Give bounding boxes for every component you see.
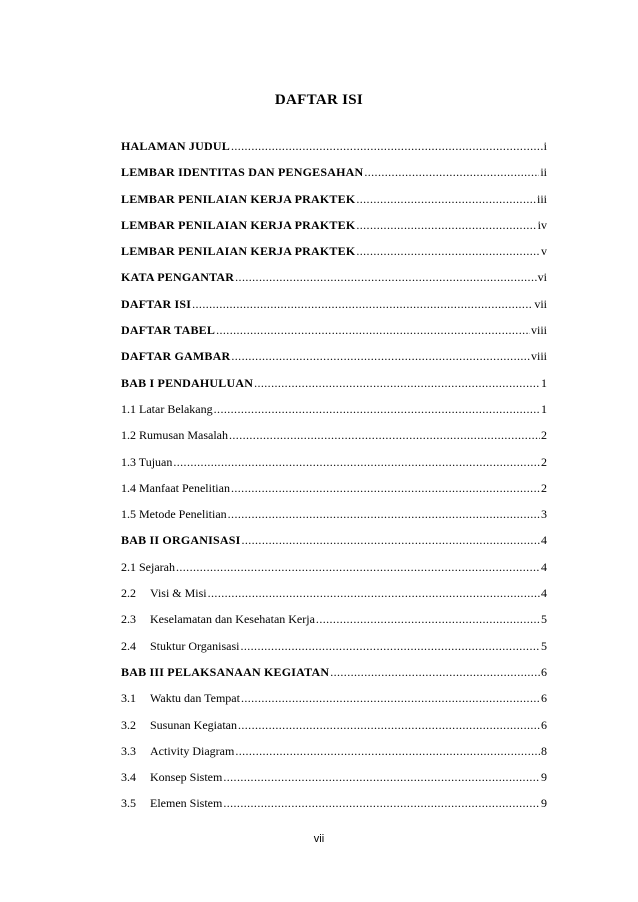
toc-entry (121, 165, 547, 191)
toc-entry (121, 560, 547, 586)
page-number: vii (313, 833, 325, 845)
toc-entry-page: 4 (541, 533, 547, 548)
toc-entry-page: 6 (541, 691, 547, 706)
toc-entry-page: viii (530, 349, 547, 364)
dot-leader (228, 507, 540, 522)
page-title: DAFTAR ISI (274, 92, 364, 108)
toc-entry (121, 139, 547, 165)
toc-entry-label: 1.2 Rumusan Masalah (121, 428, 228, 443)
toc-entry-page: 8 (541, 743, 547, 758)
dot-leader (356, 192, 536, 207)
toc-entry (121, 507, 547, 533)
dot-leader (208, 586, 540, 601)
toc-entry-page: 1 (541, 401, 547, 416)
dot-leader (235, 744, 540, 759)
toc-entry (121, 481, 547, 507)
toc-entry-number: 3.1 (121, 691, 136, 706)
toc-entry-page: vi (537, 270, 547, 285)
toc-entry-label: HALAMAN JUDUL (121, 139, 230, 153)
dot-leader (192, 297, 533, 312)
toc-entry (121, 586, 547, 612)
toc-entry-page: 9 (541, 796, 547, 811)
dot-leader (223, 796, 540, 811)
toc-entry-page: 2 (541, 480, 547, 495)
toc-entry (121, 218, 547, 244)
toc-entry-label: DAFTAR ISI (121, 296, 192, 311)
toc-entry (121, 770, 547, 796)
toc-entry-page: 1 (541, 375, 547, 390)
toc-entry-label: DAFTAR GAMBAR (121, 349, 231, 364)
toc-entry-number: 2.3 (121, 612, 136, 627)
dot-leader (241, 533, 540, 548)
toc-entry-page: 3 (541, 507, 547, 522)
toc-entry-page: 4 (541, 559, 547, 574)
dot-leader (356, 244, 540, 259)
dot-leader (364, 165, 539, 180)
toc-entry (121, 376, 547, 402)
toc-entry-label: Activity Diagram (150, 743, 235, 758)
toc-entry (121, 455, 547, 481)
toc-entry-page: 5 (541, 638, 547, 653)
toc-entry (121, 796, 547, 822)
toc-entry-label: BAB II ORGANISASI (121, 533, 241, 548)
toc-entry-label: Waktu dan Tempat (150, 691, 240, 706)
toc-entry (121, 349, 547, 375)
toc-entry-label: 1.3 Tujuan (121, 454, 173, 469)
toc-entry-page: 2 (541, 428, 547, 443)
toc-entry (121, 612, 547, 638)
toc-entry-page: iii (536, 191, 547, 206)
toc-entry (121, 402, 547, 428)
toc-entry-label: Keselamatan dan Kesehatan Kerja (150, 612, 315, 627)
toc-entry-label: 1.5 Metode Penelitian (121, 507, 227, 522)
toc-entry-label: 1.4 Manfaat Penelitian (121, 480, 230, 495)
toc-entry (121, 665, 547, 691)
toc-entry (121, 639, 547, 665)
dot-leader (254, 376, 540, 391)
toc-entry-label: LEMBAR PENILAIAN KERJA PRAKTEK (121, 244, 356, 259)
toc-entry (121, 691, 547, 717)
dot-leader (316, 612, 540, 627)
dot-leader (330, 665, 540, 680)
toc-entry-label: DAFTAR TABEL (121, 323, 216, 338)
toc-entry-label: BAB III PELAKSANAAN KEGIATAN (121, 664, 330, 679)
toc-entry (121, 718, 547, 744)
toc-entry-label: LEMBAR PENILAIAN KERJA PRAKTEK (121, 191, 356, 206)
dot-leader (231, 349, 530, 364)
dot-leader (356, 218, 536, 233)
toc-entry-label: 1.1 Latar Belakang (121, 401, 213, 416)
toc-entry-label: KATA PENGANTAR (121, 270, 235, 285)
toc-entry-page: 4 (541, 586, 547, 601)
toc-entry (121, 297, 547, 323)
toc-entry-number: 2.2 (121, 586, 136, 601)
dot-leader (173, 455, 540, 470)
toc-entry (121, 428, 547, 454)
toc-entry-page: 2 (541, 454, 547, 469)
toc-entry (121, 244, 547, 270)
toc-entry-page: 6 (541, 664, 547, 679)
toc-entry-label: Konsep Sistem (150, 770, 223, 785)
dot-leader (216, 323, 530, 338)
toc-entry-page: 9 (541, 770, 547, 785)
toc-entry-page: iv (537, 217, 547, 232)
dot-leader (231, 481, 540, 496)
dot-leader (240, 639, 540, 654)
toc-entry-label: BAB I PENDAHULUAN (121, 375, 254, 390)
toc-entry-number: 3.2 (121, 717, 136, 732)
dot-leader (176, 560, 540, 575)
toc-entry-page: viii (530, 323, 547, 338)
toc-entry-number: 3.3 (121, 743, 136, 758)
toc-entry-label: Susunan Kegiatan (150, 717, 237, 732)
dot-leader (231, 139, 543, 154)
toc-entry-number: 3.4 (121, 770, 136, 785)
toc-entry-page: i (543, 139, 547, 153)
toc-entry-number: 3.5 (121, 796, 136, 811)
toc-entry-page: v (541, 244, 547, 259)
toc-entry-page: 6 (541, 717, 547, 732)
toc-entry-label: 2.1 Sejarah (121, 559, 175, 574)
dot-leader (235, 270, 537, 285)
dot-leader (241, 691, 540, 706)
toc-entry (121, 192, 547, 218)
table-of-contents (121, 139, 547, 823)
dot-leader (214, 402, 540, 417)
toc-entry-page: 5 (541, 612, 547, 627)
toc-entry-label: LEMBAR PENILAIAN KERJA PRAKTEK (121, 217, 356, 232)
toc-entry-page: ii (540, 165, 547, 180)
dot-leader (238, 718, 540, 733)
toc-entry-number: 2.4 (121, 638, 136, 653)
toc-entry (121, 270, 547, 296)
toc-entry-label: Visi & Misi (150, 586, 207, 601)
toc-entry-label: Elemen Sistem (150, 796, 223, 811)
toc-entry (121, 323, 547, 349)
toc-entry-label: Stuktur Organisasi (150, 638, 240, 653)
dot-leader (223, 770, 540, 785)
dot-leader (229, 428, 540, 443)
toc-entry-label: LEMBAR IDENTITAS DAN PENGESAHAN (121, 165, 364, 180)
toc-entry-page: vii (534, 296, 547, 311)
toc-entry (121, 533, 547, 559)
toc-entry (121, 744, 547, 770)
